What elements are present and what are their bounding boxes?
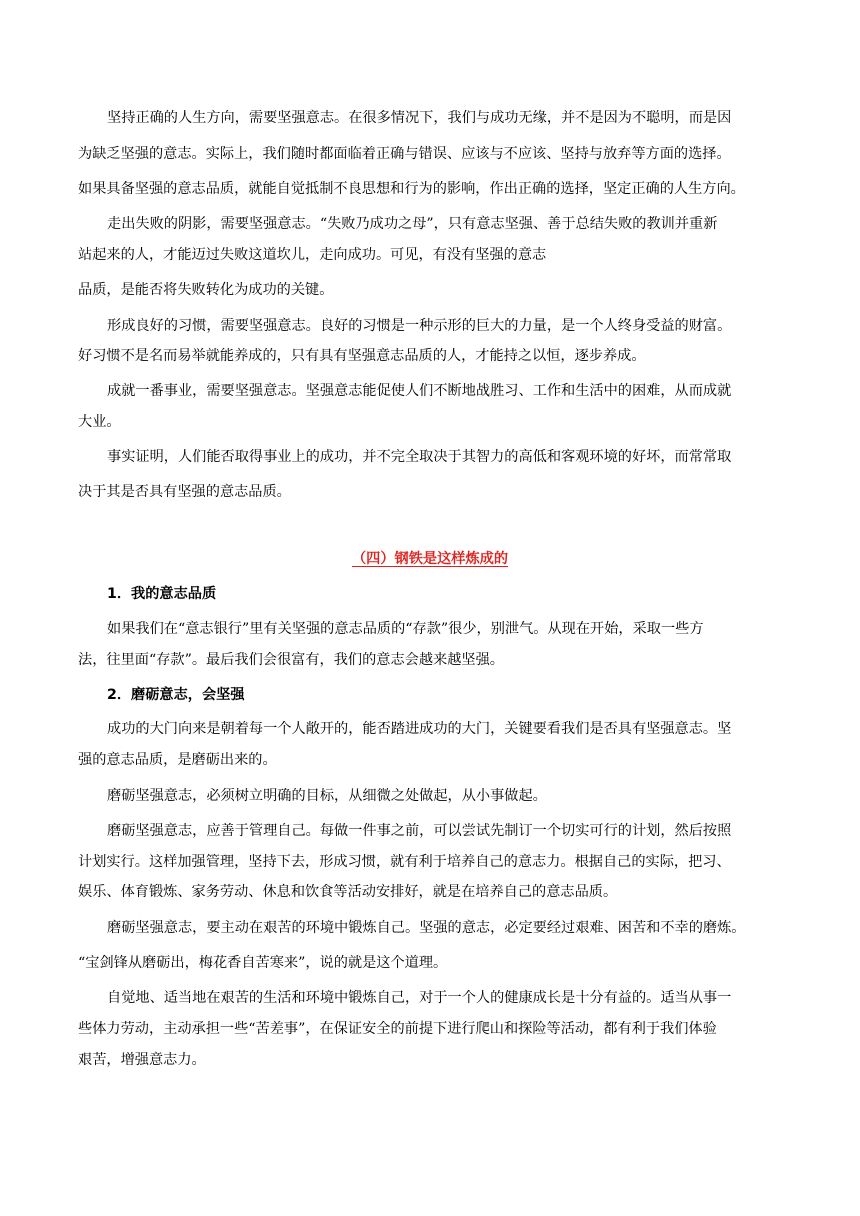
section-heading: （四）钢铁是这样炼成的 — [351, 551, 509, 567]
paragraph-line: 成功的大门向来是朝着每一个人敞开的，能否踏进成功的大门，关键要看我们是否具有坚强意志。坚 — [107, 721, 732, 737]
paragraph-line: 好习惯不是名而易举就能养成的，只有具有坚强意志品质的人，才能持之以恒，逐步养成。 — [78, 348, 646, 364]
paragraph-line: 形成良好的习惯，需要坚强意志。良好的习惯是一种示形的巨大的力量，是一个人终身受益的财富。 — [107, 318, 732, 334]
paragraph-line: 事实证明，人们能否取得事业上的成功，并不完全取决于其智力的高低和客观环境的好坏，而常常取 — [107, 449, 732, 465]
paragraph-line: 如果具备坚强的意志品质，就能自觉抵制不良思想和行为的影响，作出正确的选择，坚定正确的人生方向。 — [78, 181, 745, 197]
paragraph-line: 计划实行。这样加强管理，坚持下去，形成习惯，就有利于培养自己的意志力。根据自己的实际，把习、 — [78, 854, 731, 870]
paragraph-line: 走出失败的阴影，需要坚强意志。“失败乃成功之母”，只有意志坚强、善于总结失败的教训并重新 — [107, 216, 718, 232]
paragraph-line: 成就一番事业，需要坚强意志。坚强意志能促使人们不断地战胜习、工作和生活中的困难，从而成就 — [107, 383, 732, 399]
paragraph-line: 决于其是否具有坚强的意志品质。 — [78, 484, 291, 500]
paragraph-line: 品质，是能否将失败转化为成功的关键。 — [78, 282, 334, 298]
paragraph-line: 磨砺坚强意志，必须树立明确的目标，从细微之处做起，从小事做起。 — [107, 788, 547, 804]
paragraph-line: 艰苦，增强意志力。 — [78, 1052, 206, 1068]
paragraph-line: 如果我们在“意志银行”里有关坚强的意志品质的“存款”很少，别泄气。从现在开始，采取一些方 — [107, 621, 704, 637]
paragraph-line: 坚持正确的人生方向，需要坚强意志。在很多情况下，我们与成功无缘，并不是因为不聪明，而是因 — [107, 110, 732, 126]
paragraph-line: 磨砺坚强意志，要主动在艰苦的环境中锻炼自己。坚强的意志，必定要经过艰难、困苦和不幸的磨炼。 — [107, 920, 746, 936]
subsection-title: 2．磨砺意志，会坚强 — [107, 687, 245, 703]
subsection-title: 1．我的意志品质 — [107, 586, 217, 602]
paragraph-line: “宝剑锋从磨砺出，梅花香自苦寒来”，说的就是这个道理。 — [78, 955, 448, 971]
paragraph-line: 自觉地、适当地在艰苦的生活和环境中锻炼自己，对于一个人的健康成长是十分有益的。适当从事一 — [107, 990, 732, 1006]
paragraph-line: 为缺乏坚强的意志。实际上，我们随时都面临着正确与错误、应该与不应该、坚持与放弃等方面的选择。 — [78, 146, 731, 162]
paragraph-line: 站起来的人，才能迈过失败这道坎儿，走向成功。可见，有没有坚强的意志 — [78, 247, 547, 263]
paragraph-line: 磨砺坚强意志，应善于管理自己。每做一件事之前，可以尝试先制订一个切实可行的计划，然后按照 — [107, 823, 732, 839]
paragraph-line: 娱乐、体育锻炼、家务劳动、休息和饮食等活动安排好，就是在培养自己的意志品质。 — [78, 884, 618, 900]
paragraph-line: 强的意志品质，是磨砺出来的。 — [78, 752, 277, 768]
paragraph-line: 大业。 — [78, 414, 121, 430]
paragraph-line: 法，往里面“存款”。最后我们会很富有，我们的意志会越来越坚强。 — [78, 652, 504, 668]
paragraph-line: 些体力劳动，主动承担一些“苦差事”，在保证安全的前提下进行爬山和探险等活动，都有利于我们体验 — [78, 1021, 717, 1037]
